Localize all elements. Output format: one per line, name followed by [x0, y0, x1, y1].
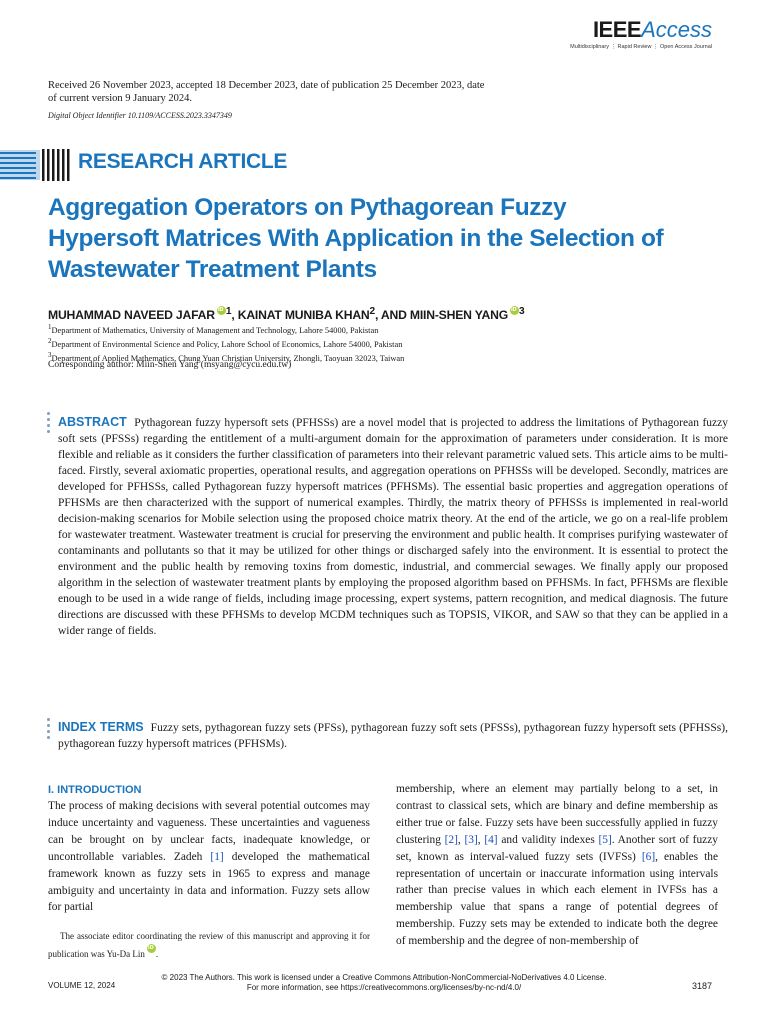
index-terms — [58, 719, 728, 752]
page-number: 3187 — [691, 981, 712, 991]
citation-link[interactable]: [4] — [484, 833, 498, 846]
publication-dates: Received 26 November 2023, accepted 18 December 2023, date of publication 25 December 2023, date of current version 9 January 2024. — [48, 80, 485, 104]
right-column — [396, 781, 718, 950]
orcid-icon[interactable] — [217, 306, 226, 315]
license-link[interactable]: For more information, see https://creativecommons.org/licenses/by-nc-nd/4.0/ — [246, 983, 522, 992]
author-2: , KAINAT MUNIBA KHAN — [231, 308, 370, 323]
section-heading-introduction: I. INTRODUCTION — [48, 784, 142, 796]
logo-product: Access — [641, 17, 712, 42]
affiliation-item: $^2$Department of Environmental Science and Policy, Lahore School of Economics, Lahore 54000, Pakistan — [48, 337, 403, 349]
right-paragraph: membership, where an element may partially belong to a set, in contrast to classical sets, which are binary and define membership as either true or false. Fuzzy sets have been successfully applied in fuzzy clustering [2], [3], [4] and validity indexes [5]. Another sort of fuzzy set, known as interval-valued fuzzy sets (IVFSs) [6], enables the representation of uncertain or inaccurate information using intervals rather than precise values in which each element in IVFSs has a membership value that spans a range of potential degrees of membership. Fuzzy sets may be extended to indicate both the degree of membership and the degree of non-membership of — [396, 783, 718, 948]
research-article-bars-graphic — [0, 147, 80, 183]
intro-paragraph: The process of making decisions with several potential outcomes may induce uncertainty and vagueness. These uncertainties and vagueness can be brought on by unclear facts, inadequate knowledge, or uncontrollable variables. Zadeh [1] developed the mathematical framework known as fuzzy sets in 1965 to express and manage ambiguity and uncertainty in data and information. Fuzzy sets allow for partial — [48, 800, 370, 914]
index-terms-text: Fuzzy sets, pythagorean fuzzy sets (PFSs), pythagorean fuzzy soft sets (PFSSs), pythagorean fuzzy hypersoft sets (PFHSSs), pythagorean fuzzy hypersoft matrices (PFHSMs). — [58, 722, 728, 750]
affiliations — [48, 322, 728, 364]
corresponding-author: Corresponding author: Miin-Shen Yang (msyang@cycu.edu.tw) — [48, 360, 292, 370]
license-notice: © 2023 The Authors. This work is licensed under a Creative Commons Attribution-NonCommercial-NoDerivatives 4.0 License. For more information, see https://creativecommons.org/licenses/by-nc-nd/4.0/ — [0, 973, 768, 993]
citation-link[interactable]: [5] — [598, 833, 612, 846]
paper-title: Aggregation Operators on Pythagorean Fuzzy Hypersoft Matrices With Application in the Selection of Wastewater Treatment Plants — [48, 194, 664, 283]
author-1-affil: 1 — [225, 306, 232, 317]
author-2-affil: 2 — [369, 306, 375, 317]
editor-footnote: The associate editor coordinating the review of this manuscript and approving it for publication was Yu-Da LiniD . — [48, 929, 370, 962]
citation-link[interactable]: [1] — [210, 850, 224, 863]
doi: Digital Object Identifier 10.1109/ACCESS.2023.3347349 — [48, 111, 232, 120]
logo-brand: IEEE — [592, 17, 642, 42]
abstract — [58, 414, 728, 639]
abstract-dots-icon — [47, 412, 51, 436]
index-terms-label: INDEX TERMS — [58, 720, 144, 734]
abstract-label: ABSTRACT — [58, 415, 127, 429]
orcid-icon[interactable] — [510, 306, 519, 315]
abstract-text: Pythagorean fuzzy hypersoft sets (PFHSSs) are a novel model that is projected to address the limitations of Pythagorean fuzzy soft sets (PFSSs) regarding the entitlement of a multi-argument domain for the approximation of parameters under consideration. It is more flexible and reliable as it considers the further classification of parameters into their relevant parametric valued sets. This article aims to be multi-faced. Firstly, several axiomatic properties, operational results, and aggregation operations on PFHSSs will be developed. Secondly, matrices are developed for PFHSSs, called Pythagorean fuzzy hypersoft matrices (PFHSMs). The essential basic properties and aggregation operations of PFHSMs are then characterized with the support of numerical examples. Thirdly, the matrix theory of PFHSSs is implemented in real-world decision-making scenarios for Mobile selection using the proposed choice matrix theory. At the end of the article, we go on a real-life problem for wastewater treatment. Wastewater treatment is crucial for preserving the environment and public health. It comprises purifying wastewater of contaminants and pollutants so that it may be utilized for other things or discharged safely into the environment. It is essential to protect the environment and the public health by removing toxins from domestic, industrial, and commercial sewages. We finally apply our proposed algorithm in the selection of wastewater treatment plants by employing the proposed algorithm based on PFHSMs. In fact, PFHSMs are flexible enough to be used in a wide range of fields, including image processing, expert systems, pattern recognition, and medical diagnosis. The future directions are discussed with these PFHSMs to develop MCDM techniques such as TOPSIS, VIKOR, and SAW so that they can be applied in a wider range of fields. — [58, 417, 729, 637]
citation-link[interactable]: [2] — [444, 833, 458, 846]
author-3-affil: 3 — [519, 306, 525, 317]
volume-label: VOLUME 12, 2024 — [48, 981, 116, 990]
citation-link[interactable]: [6] — [641, 850, 656, 863]
left-column — [48, 784, 370, 916]
article-type-label: RESEARCH ARTICLE — [78, 150, 288, 173]
author-1: MUHAMMAD NAVEED JAFAR — [48, 308, 215, 323]
orcid-icon[interactable] — [147, 944, 156, 953]
affiliation-item: $^3$Department of Applied Mathematics, Chung Yuan Christian University, Zhongli, Taoyuan 32023, Taiwan — [48, 351, 405, 363]
citation-link[interactable]: [3] — [464, 833, 478, 846]
authors-line — [48, 306, 748, 322]
affiliation-item: $^1$Department of Mathematics, University of Management and Technology, Lahore 54000, Pakistan — [48, 323, 379, 335]
logo-tagline: Multidisciplinary ⋮ Rapid Review ⋮ Open Access Journal — [570, 44, 712, 50]
index-terms-dots-icon — [47, 718, 51, 742]
author-3: , AND MIIN-SHEN YANG — [374, 308, 508, 323]
journal-logo — [570, 18, 712, 50]
